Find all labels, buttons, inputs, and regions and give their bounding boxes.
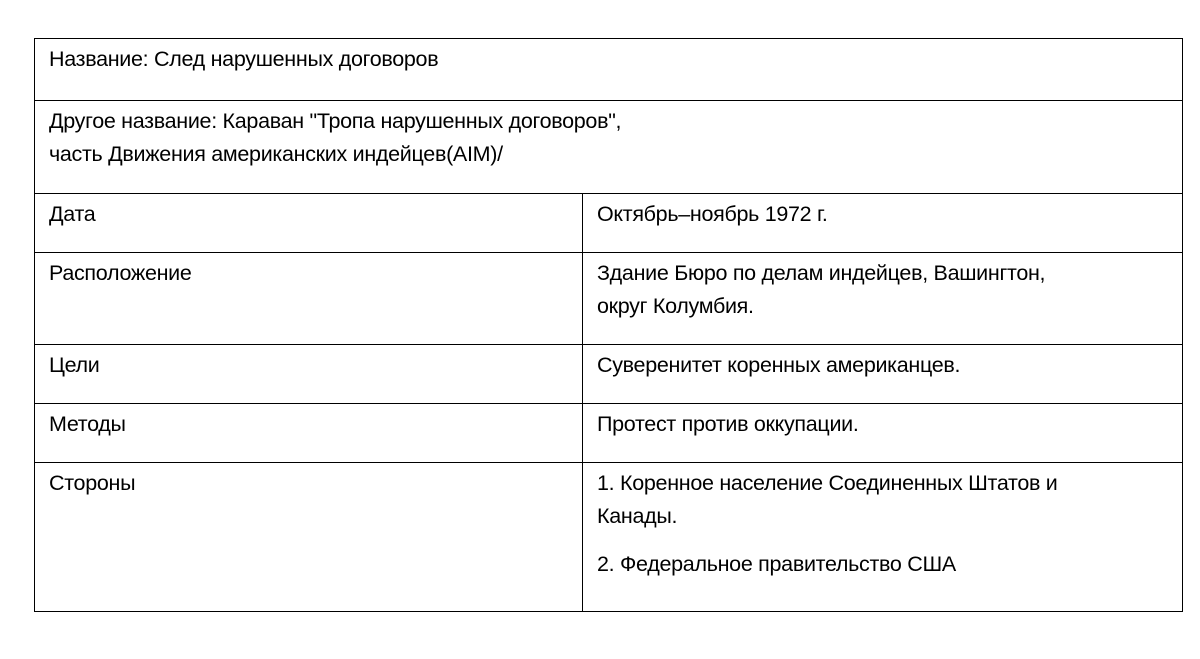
location-value: [583, 253, 1183, 345]
sides-label: Стороны: [35, 463, 583, 612]
info-table: [34, 38, 1183, 612]
sides-value: [583, 463, 1183, 612]
date-value-line: Октябрь–ноябрь 1972 г.: [597, 202, 828, 226]
location-value-line-2: округ Колумбия.: [597, 294, 754, 318]
methods-value-line: Протест против оккупации.: [597, 412, 859, 436]
methods-label: Методы: [35, 404, 583, 463]
goals-value: [583, 345, 1183, 404]
goals-label: Цели: [35, 345, 583, 404]
methods-value: [583, 404, 1183, 463]
table-row-sides: [35, 463, 1183, 612]
table-row-goals: [35, 345, 1183, 404]
goals-value-line: Суверенитет коренных американцев.: [597, 353, 961, 377]
location-value-line-1: Здание Бюро по делам индейцев, Вашингтон,: [597, 261, 1046, 285]
alt-name-line-2: часть Движения американских индейцев(AIM)/: [49, 142, 503, 166]
location-label: Расположение: [35, 253, 583, 345]
table-row-location: [35, 253, 1183, 345]
title-cell: Название: След нарушенных договоров: [35, 39, 1183, 101]
alt-name-line-1: Другое название: Караван "Тропа нарушенных договоров",: [49, 109, 622, 133]
sides-paragraph-2: [597, 548, 1168, 581]
sides-paragraph-1-line-1: 1. Коренное население Соединенных Штатов и: [597, 471, 1058, 495]
table-row-methods: [35, 404, 1183, 463]
date-value: [583, 194, 1183, 253]
alt-name-cell: [35, 101, 1183, 194]
sides-paragraph-1-line-2: Канады.: [597, 504, 678, 528]
table-row-date: [35, 194, 1183, 253]
title-row: [35, 39, 1183, 101]
date-label: Дата: [35, 194, 583, 253]
sides-paragraph-2-line-1: 2. Федеральное правительство США: [597, 552, 956, 576]
alt-name-row: [35, 101, 1183, 194]
sides-paragraph-1: [597, 467, 1168, 533]
